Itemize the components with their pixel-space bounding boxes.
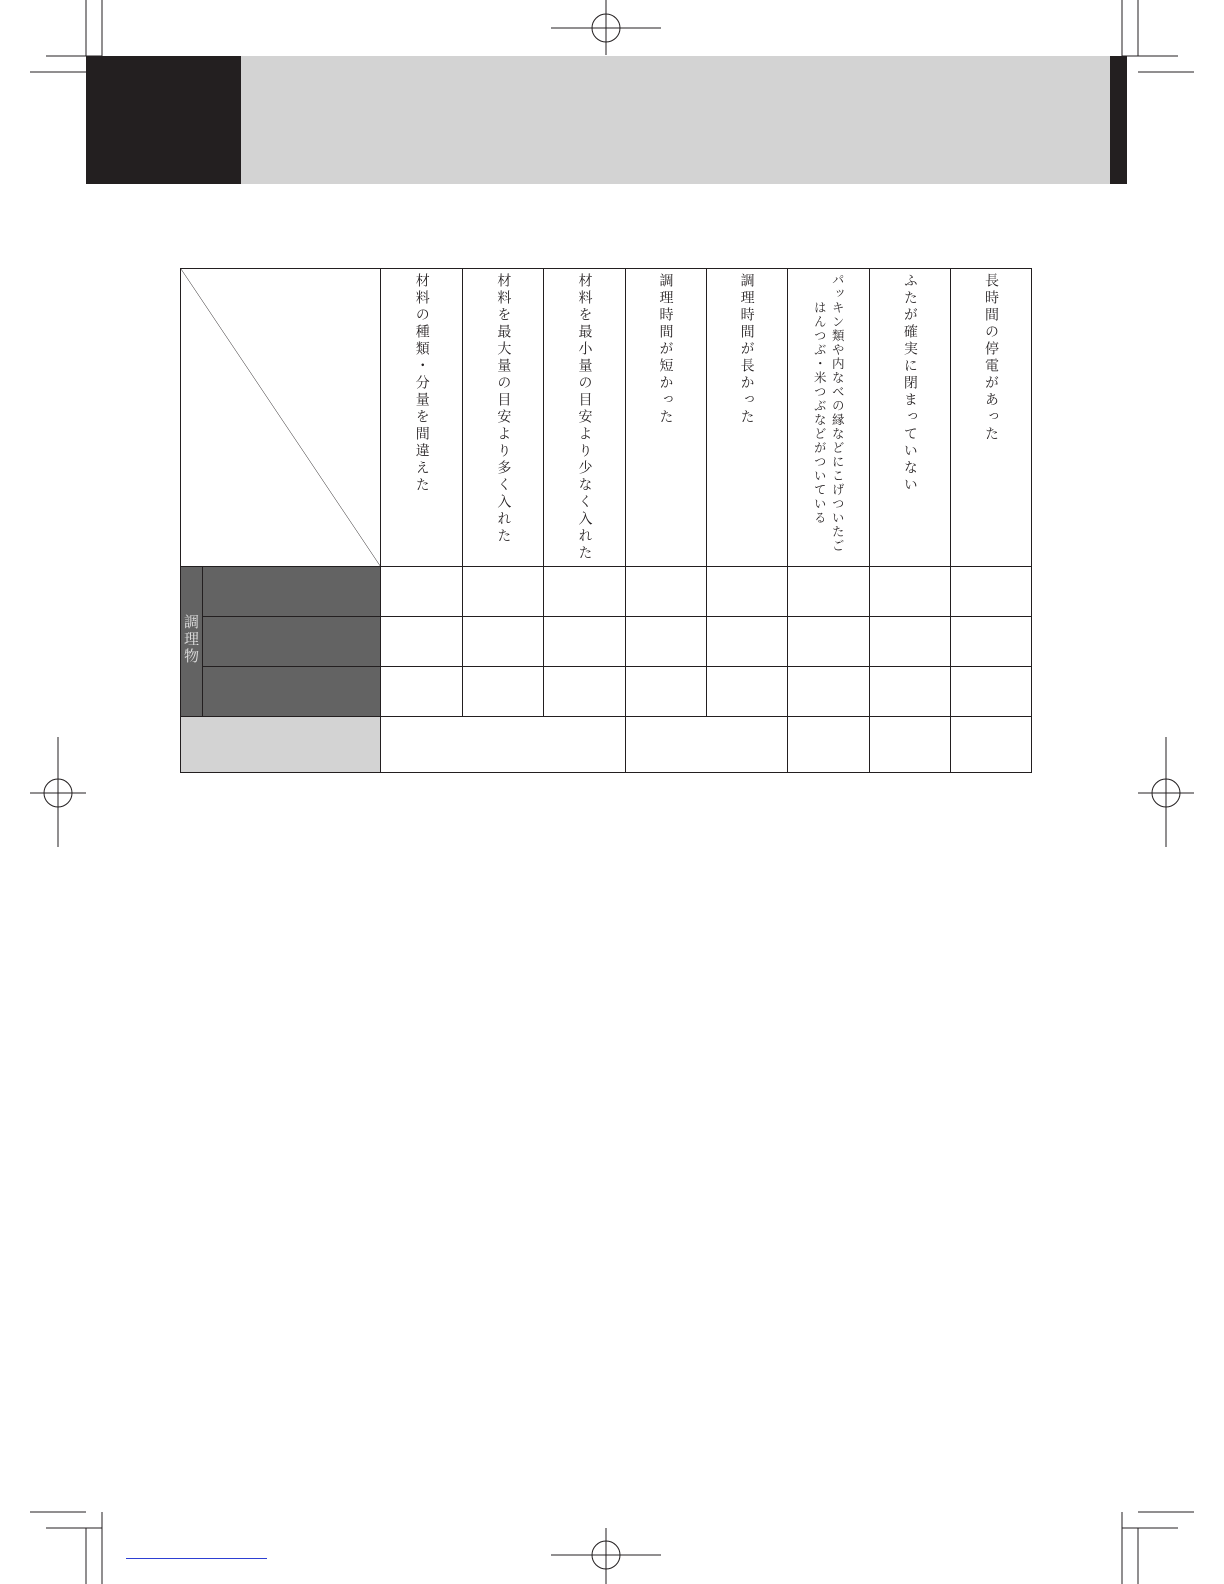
troubleshooting-table xyxy=(180,268,1032,765)
table-row xyxy=(181,667,1032,717)
col-header-under-min: 材料を最小量の目安より少なく入れた xyxy=(544,269,625,567)
cause-grid xyxy=(180,268,1032,773)
side-label-cell: 調理物 xyxy=(181,567,203,717)
row-label-3 xyxy=(203,667,381,717)
footer-cell-time xyxy=(625,717,787,773)
header-right-edge xyxy=(1110,56,1127,184)
col-header-power-outage: 長時間の停電があった xyxy=(950,269,1031,567)
table-row xyxy=(181,567,1032,617)
col-header-time-short: 調理時間が短かった xyxy=(625,269,706,567)
col-header-over-max: 材料を最大量の目安より多く入れた xyxy=(463,269,544,567)
footer-row xyxy=(181,717,1032,773)
footer-cell-lid xyxy=(869,717,950,773)
row-label-2 xyxy=(203,617,381,667)
col-header-time-long: 調理時間が長かった xyxy=(706,269,787,567)
row-label-1 xyxy=(203,567,381,617)
footer-cell-packing xyxy=(787,717,869,773)
footer-cell-outage xyxy=(950,717,1031,773)
col-header-lid-not-closed: ふたが確実に閉まっていない xyxy=(869,269,950,567)
bottom-rule xyxy=(126,1558,267,1559)
table-row xyxy=(181,617,1032,667)
col-header-wrong-ingredients: 材料の種類・分量を間違えた xyxy=(381,269,463,567)
col-header-packing-residue: パッキン類や内なべの縁などにこげついたご はんつぶ・米つぶなどがついている xyxy=(787,269,869,567)
corner-diagonal-cell xyxy=(181,269,381,567)
footer-cell-ingredients xyxy=(381,717,625,773)
header-black-block xyxy=(86,56,241,184)
header-gray-band xyxy=(241,56,1110,184)
footer-label-cell xyxy=(181,717,381,773)
